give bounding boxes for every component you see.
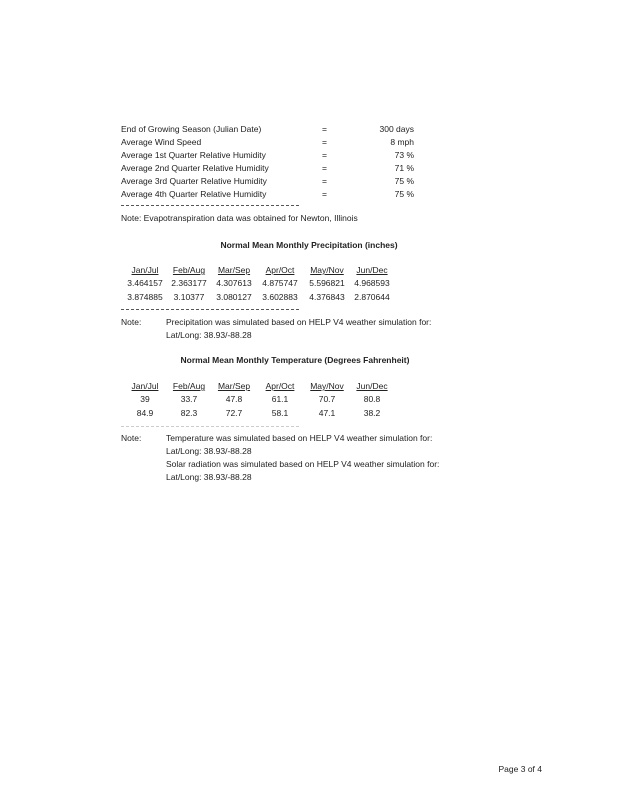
evapotranspiration-note: Note: Evapotranspiration data was obtained for Newton, Illinois (121, 213, 358, 223)
temp-note-label: Note: (121, 433, 142, 443)
param-label: Average Wind Speed (121, 137, 202, 147)
temp-cell: 38.2 (363, 408, 381, 418)
param-label: Average 4th Quarter Relative Humidity (121, 189, 267, 199)
temp-cell: 58.1 (271, 408, 289, 418)
param-equals: = (322, 176, 327, 186)
param-value: 71 % (394, 163, 414, 173)
precip-cell: 2.870644 (354, 292, 390, 302)
param-equals: = (322, 150, 327, 160)
temp-cell: 47.1 (318, 408, 336, 418)
precip-cell: 2.363177 (171, 278, 207, 288)
precip-note-line: Lat/Long: 38.93/-88.28 (166, 330, 252, 340)
precip-header: Feb/Aug (172, 265, 206, 275)
param-label: End of Growing Season (Julian Date) (121, 124, 262, 134)
temp-note-line: Temperature was simulated based on HELP V4 weather simulation for: (166, 433, 433, 443)
temp-header: Jan/Jul (131, 381, 159, 391)
precip-header: Jun/Dec (356, 265, 388, 275)
param-equals: = (322, 137, 327, 147)
temperature-title: Normal Mean Monthly Temperature (Degrees Fahrenheit) (180, 355, 410, 365)
dashed-divider (121, 205, 299, 206)
temp-header: Feb/Aug (172, 381, 206, 391)
param-label: Average 1st Quarter Relative Humidity (121, 150, 266, 160)
dashed-divider (121, 426, 299, 427)
temp-header: May/Nov (310, 381, 344, 391)
temp-cell: 70.7 (318, 394, 336, 404)
temp-header: Jun/Dec (356, 381, 388, 391)
param-value: 75 % (394, 176, 414, 186)
precip-cell: 3.602883 (262, 292, 298, 302)
param-label: Average 3rd Quarter Relative Humidity (121, 176, 267, 186)
precip-cell: 3.080127 (216, 292, 252, 302)
param-value: 300 days (379, 124, 414, 134)
precip-cell: 3.464157 (127, 278, 163, 288)
precip-header: Mar/Sep (217, 265, 251, 275)
temp-cell: 33.7 (180, 394, 198, 404)
precipitation-title: Normal Mean Monthly Precipitation (inches) (220, 240, 398, 250)
param-equals: = (322, 163, 327, 173)
precip-header: Jan/Jul (131, 265, 159, 275)
temp-header: Mar/Sep (217, 381, 251, 391)
precip-cell: 4.376843 (309, 292, 345, 302)
precip-cell: 4.968593 (354, 278, 390, 288)
param-value: 8 mph (390, 137, 414, 147)
solar-note-line: Solar radiation was simulated based on HELP V4 weather simulation for: (166, 459, 440, 469)
precip-header: Apr/Oct (265, 265, 295, 275)
param-label: Average 2nd Quarter Relative Humidity (121, 163, 269, 173)
temp-cell: 80.8 (363, 394, 381, 404)
precip-header: May/Nov (310, 265, 344, 275)
temp-header: Apr/Oct (265, 381, 295, 391)
dashed-divider (121, 309, 299, 310)
precip-note-line: Precipitation was simulated based on HELP V4 weather simulation for: (166, 317, 432, 327)
temp-cell: 61.1 (271, 394, 289, 404)
param-value: 75 % (394, 189, 414, 199)
precip-cell: 4.307613 (216, 278, 252, 288)
param-equals: = (322, 124, 327, 134)
param-equals: = (322, 189, 327, 199)
param-value: 73 % (394, 150, 414, 160)
page-number: Page 3 of 4 (498, 764, 542, 774)
temp-note-line: Lat/Long: 38.93/-88.28 (166, 446, 252, 456)
temp-cell: 47.8 (225, 394, 243, 404)
precip-cell: 5.596821 (309, 278, 345, 288)
precip-note-label: Note: (121, 317, 142, 327)
temp-cell: 84.9 (136, 408, 154, 418)
solar-note-line: Lat/Long: 38.93/-88.28 (166, 472, 252, 482)
temp-cell: 72.7 (225, 408, 243, 418)
precip-cell: 3.874885 (127, 292, 163, 302)
temp-cell: 82.3 (180, 408, 198, 418)
precip-cell: 4.875747 (262, 278, 298, 288)
temp-cell: 39 (140, 394, 150, 404)
precip-cell: 3.10377 (173, 292, 205, 302)
